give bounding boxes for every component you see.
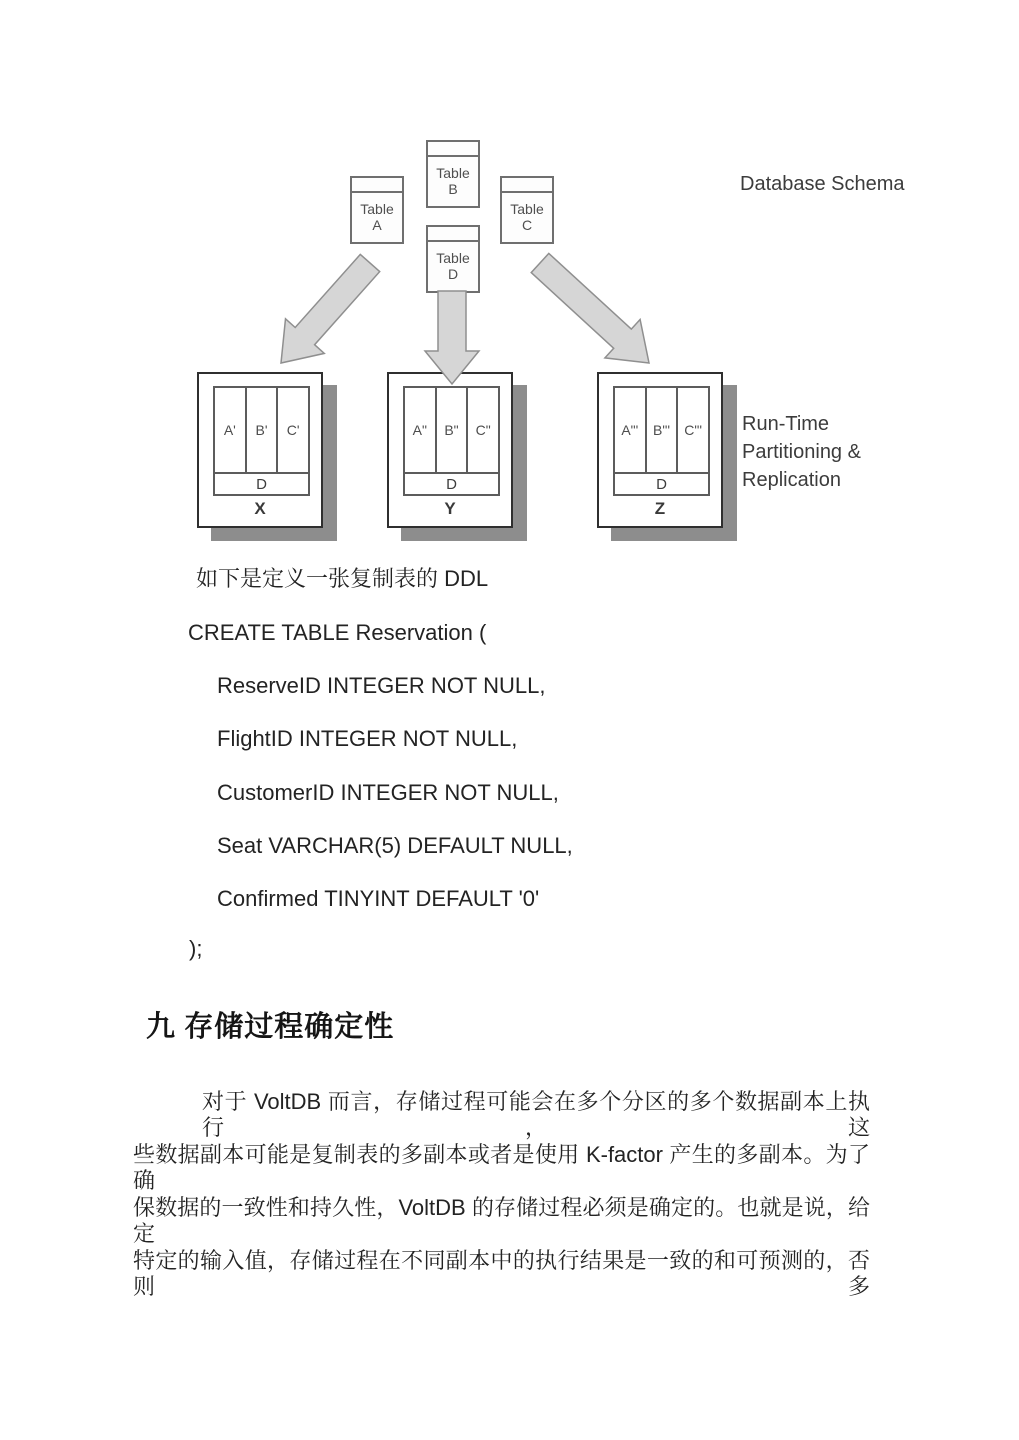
- schema-table-header: [428, 142, 478, 157]
- partition-column: C": [475, 422, 491, 438]
- schema-table-a: [350, 176, 404, 244]
- schema-table-header: [502, 178, 552, 193]
- partition-column: A"': [615, 388, 647, 472]
- partition-column: A': [215, 388, 247, 472]
- schema-table-word: Table: [360, 200, 394, 217]
- schema-table-label: [352, 193, 402, 240]
- runtime-partitioning-label: [742, 410, 861, 494]
- database-schema-label: Database Schema: [740, 173, 905, 195]
- voltdb-partitioning-diagram: [0, 0, 1019, 560]
- schema-table-letter: D: [447, 265, 459, 282]
- partition-columns: [615, 388, 708, 472]
- paragraph-line: 些数据副本可能是复制表的多副本或者是使用 K-factor 产生的多副本。为了确: [133, 1142, 870, 1193]
- partition-column: B": [437, 388, 469, 472]
- schema-table-word: Table: [510, 200, 544, 217]
- partition-table: [403, 386, 500, 496]
- schema-table-label: [502, 193, 552, 240]
- schema-table-label: [428, 157, 478, 204]
- schema-table-header: [352, 178, 402, 193]
- arrow-down-icon: [425, 291, 479, 384]
- partition-x: [197, 372, 323, 528]
- arrow-down-left-icon: [281, 254, 380, 363]
- replicated-table-row: D: [405, 472, 498, 494]
- schema-table-letter: C: [521, 216, 533, 233]
- schema-table-label: [428, 242, 478, 289]
- partition-column: C': [286, 422, 300, 438]
- partition-name: Z: [654, 499, 666, 518]
- ddl-line-customerid: CustomerID INTEGER NOT NULL,: [217, 780, 559, 805]
- runtime-label-line2: Partitioning &: [742, 441, 861, 463]
- partition-column: B': [247, 388, 279, 472]
- schema-table-word: Table: [436, 249, 470, 266]
- paragraph-line: 保数据的一致性和持久性，VoltDB 的存储过程必须是确定的。也就是说，给定: [133, 1195, 870, 1246]
- arrow-down-right-icon: [531, 253, 649, 363]
- partition-table: [613, 386, 710, 496]
- ddl-line-flightid: FlightID INTEGER NOT NULL,: [217, 726, 518, 751]
- partition-column: C"': [684, 422, 703, 438]
- paragraph-line: 特定的输入值，存储过程在不同副本中的执行结果是一致的和可预测的，否则多: [133, 1248, 870, 1299]
- ddl-intro-line: 如下是定义一张复制表的 DDL: [196, 566, 489, 591]
- schema-table-header: [428, 227, 478, 242]
- schema-table-b: [426, 140, 480, 208]
- schema-table-word: Table: [436, 164, 470, 181]
- schema-table-d: [426, 225, 480, 293]
- runtime-label-line1: Run-Time: [742, 413, 830, 435]
- schema-table-letter: A: [372, 216, 382, 233]
- partition-columns: [215, 388, 308, 472]
- replicated-table-row: D: [615, 472, 708, 494]
- schema-table-c: [500, 176, 554, 244]
- ddl-line-reserveid: ReserveID INTEGER NOT NULL,: [217, 673, 546, 698]
- partition-z: [597, 372, 723, 528]
- ddl-line-seat: Seat VARCHAR(5) DEFAULT NULL,: [217, 833, 573, 858]
- ddl-line-create: CREATE TABLE Reservation (: [188, 620, 487, 645]
- partition-name: Y: [444, 499, 456, 518]
- ddl-line-confirmed: Confirmed TINYINT DEFAULT '0': [217, 886, 540, 911]
- partition-table: [213, 386, 310, 496]
- partition-name: X: [254, 499, 266, 518]
- partition-columns: [405, 388, 498, 472]
- replicated-table-row: D: [215, 472, 308, 494]
- section-heading: 九 存储过程确定性: [146, 1011, 395, 1043]
- schema-table-letter: B: [448, 180, 458, 197]
- ddl-line-close: );: [189, 936, 203, 961]
- partition-column: B"': [647, 388, 679, 472]
- paragraph-line: 对于 VoltDB 而言，存储过程可能会在多个分区的多个数据副本上执行，这: [202, 1089, 870, 1140]
- partition-y: [387, 372, 513, 528]
- partition-column: A": [405, 388, 437, 472]
- runtime-label-line3: Replication: [742, 469, 841, 491]
